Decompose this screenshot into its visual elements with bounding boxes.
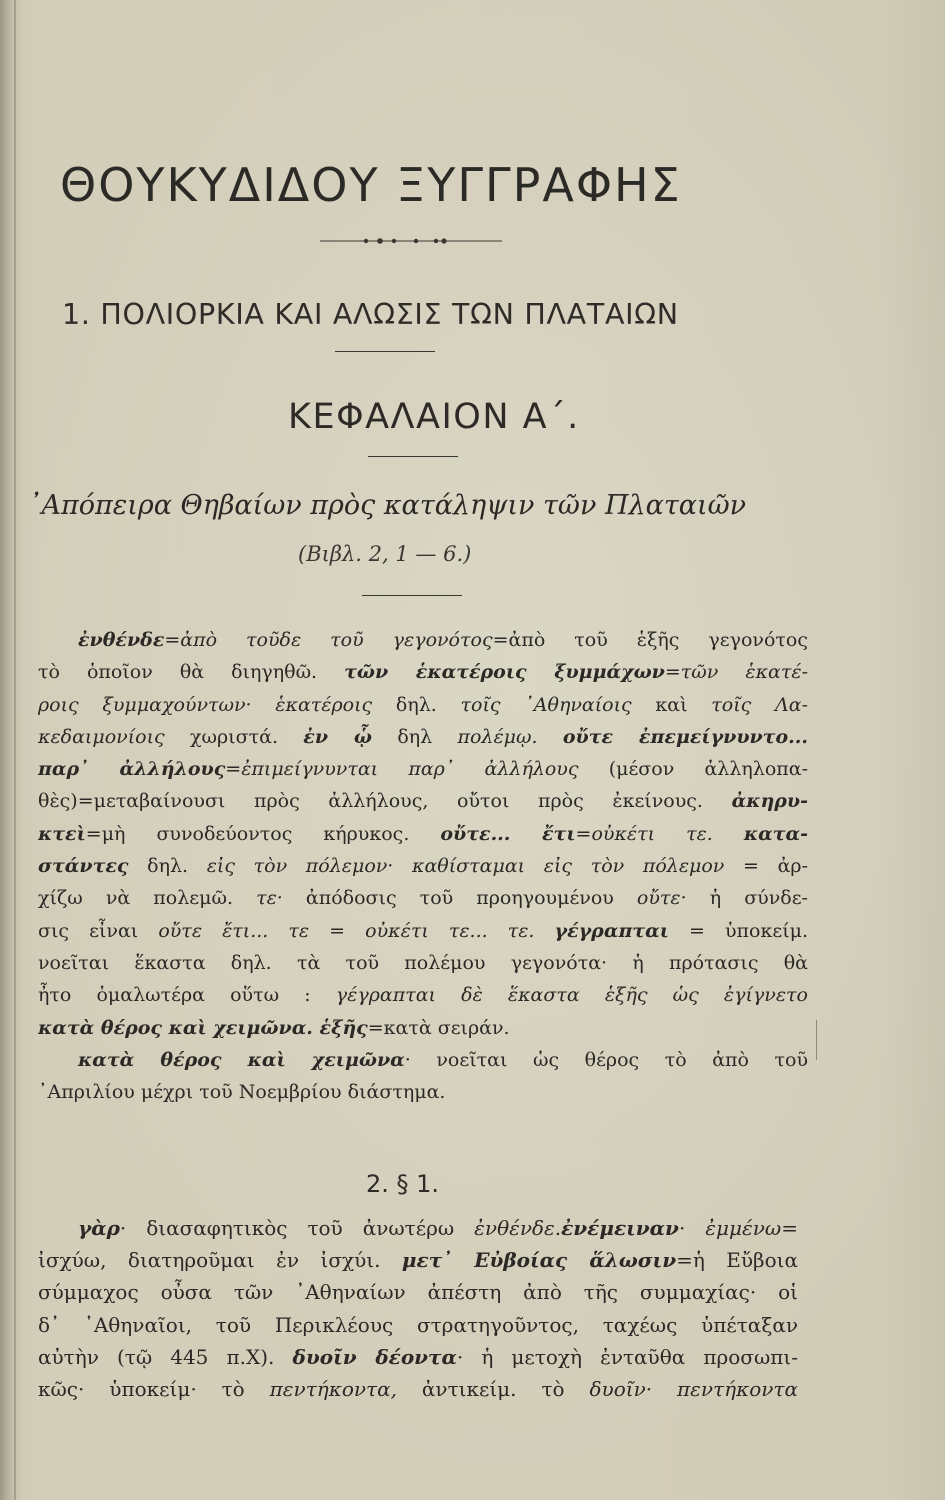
lemma-term: τῶν ἑκατέροις ξυμμάχων — [344, 661, 665, 684]
plain-text: νοεῖται ἕκαστα δηλ. τὰ τοῦ πολέμου γεγονότα· ἡ πρότασις θὰ — [38, 951, 808, 974]
plain-text: ἰσχύω, διατηροῦμαι ἐν ἰσχύι. — [38, 1248, 402, 1273]
lemma-term: γὰρ — [78, 1216, 120, 1240]
italic-text: κεδαιμονίοις — [38, 725, 165, 748]
plain-text: σις εἶναι — [38, 919, 159, 942]
text-line — [38, 850, 808, 882]
italic-text: οὔτε· — [636, 887, 687, 910]
chapter-heading: 1. ΠΟΛΙΟΡΚΙΑ ΚΑΙ ΑΛΩΣΙΣ ΤΩΝ ΠΛΑΤΑΙΩΝ — [62, 298, 679, 331]
text-line — [38, 1044, 808, 1076]
lemma-term: ἐνθένδε — [78, 629, 165, 651]
italic-text: =τῶν ἑκατέ- — [664, 661, 808, 684]
italic-text: ροις ξυμμαχούντων· ἑκατέροις — [38, 693, 373, 716]
text-line — [38, 915, 808, 947]
italic-text: ἐνθένδε. — [474, 1216, 562, 1240]
text-line — [38, 1309, 798, 1341]
lemma-term: κατὰ θέρος καὶ χειμῶνα — [78, 1048, 405, 1071]
plain-text: ᾿Απριλίου μέχρι τοῦ Νοεμβρίου διάστημα. — [38, 1081, 446, 1104]
section-heading: ΚΕΦΑΛΑΙΟΝ Α΄. — [288, 397, 580, 437]
italic-text: =ἐπιμείγνυνται παρ᾿ ἀλλήλους — [225, 758, 579, 781]
text-line — [38, 721, 808, 753]
italic-text: εἰς τὸν πόλεμον· καθίσταμαι εἰς τὸν πόλεμον — [206, 855, 725, 878]
plain-text: θὲς)=μεταβαίνουσι πρὸς ἀλλήλους, οὔτοι πρὸς ἐκείνους. — [38, 790, 732, 813]
plain-text: = — [309, 919, 366, 942]
text-line — [38, 753, 808, 785]
text-line — [38, 624, 808, 656]
text-line — [38, 979, 808, 1011]
lemma-term: ἐν ᾧ — [303, 725, 373, 748]
plain-text: (μέσον ἀλληλοπα- — [578, 758, 808, 781]
italic-text: τε· — [256, 887, 283, 910]
plain-text: · διασαφητικὸς τοῦ ἀνωτέρω — [119, 1216, 475, 1240]
italic-text: · ἐμμένω — [678, 1216, 782, 1240]
italic-text: =ἀπὸ τοῦδε τοῦ γεγονότος — [164, 629, 493, 651]
plain-text: χωριστά. — [164, 725, 304, 748]
text-line — [38, 656, 808, 688]
plain-text: · νοεῖται ὡς θέρος τὸ ἀπὸ τοῦ — [404, 1048, 808, 1071]
text-line — [38, 818, 808, 850]
text-line — [38, 1276, 798, 1308]
page-spine-shadow — [0, 0, 22, 1500]
plain-text: τὸ ὁποῖον θὰ διηγηθῶ. — [38, 661, 345, 684]
plain-text: αὐτὴν (τῷ 445 π.Χ). — [38, 1344, 293, 1369]
plain-text: δ᾿ ᾿Αθηναῖοι, τοῦ Περικλέους στρατηγοῦντος, ταχέως ὑπέταξαν — [38, 1312, 798, 1337]
text-line — [38, 1373, 798, 1405]
chapter-divider — [335, 351, 435, 352]
lemma-term: οὔτε ἐπεμείγνυντο... — [562, 725, 808, 748]
text-line — [38, 1076, 808, 1108]
text-line — [38, 785, 808, 817]
italic-text: γέγραπται δὲ ἕκαστα ἑξῆς ὡς ἐγίγνετο — [335, 984, 808, 1007]
commentary-block-1 — [38, 624, 808, 1108]
lemma-term: μετ᾿ Εὐβοίας ἅλωσιν — [401, 1248, 677, 1273]
text-line — [38, 1212, 798, 1244]
lemma-term: κατὰ θέρος καὶ χειμῶνα. ἑξῆς — [38, 1016, 368, 1039]
italic-text: τοῖς ᾿Αθηναίοις — [460, 693, 632, 716]
plain-text: ἀντικείμ. τὸ — [396, 1376, 590, 1401]
margin-mark — [816, 1020, 817, 1060]
text-line — [38, 1341, 798, 1373]
plain-text: δηλ. — [372, 693, 461, 716]
plain-text: =κατὰ σειράν. — [367, 1016, 510, 1039]
lemma-term: ἐνέμειναν — [561, 1216, 679, 1240]
section-divider — [368, 456, 458, 457]
lemma-term: στάντες — [38, 855, 129, 878]
plain-text: καὶ — [631, 693, 712, 716]
lemma-term: κατα- — [743, 822, 808, 845]
plain-text: ἡ σύνδε- — [686, 887, 808, 910]
plain-text: ἀπόδοσις τοῦ προηγουμένου — [282, 887, 637, 910]
lemma-term: γέγραπται — [554, 919, 669, 942]
lemma-term: οὔτε... ἔτι — [440, 822, 576, 845]
title-ornament-rule — [320, 236, 502, 246]
lemma-term: κτεὶ — [38, 822, 86, 845]
italic-text: πεντήκοντα, — [269, 1376, 397, 1401]
plain-text: δηλ — [372, 725, 458, 748]
italic-text: πολέμῳ. — [457, 725, 563, 748]
italic-text: οὐκέτι τε... τε. — [365, 919, 555, 942]
lemma-term: δυοῖν δέοντα — [292, 1344, 457, 1369]
text-line — [38, 947, 808, 979]
plain-text: κῶς· ὑποκείμ· τὸ — [38, 1376, 270, 1401]
italic-text: =οὐκέτι τε. — [575, 822, 744, 845]
text-line — [38, 882, 808, 914]
plain-text: χίζω νὰ πολεμῶ. — [38, 887, 257, 910]
page-title: ΘΟΥΚΥΔΙΔΟΥ ΞΥΓΓΡΑΦΗΣ — [60, 158, 682, 212]
italic-text: τοῖς Λα- — [711, 693, 808, 716]
book-reference: (Βιβλ. 2, 1 — 6.) — [298, 542, 472, 566]
italic-text: οὔτε ἔτι... τε — [158, 919, 310, 942]
plain-text: =μὴ συνοδεύοντος κήρυκος. — [85, 822, 441, 845]
text-line — [38, 1244, 798, 1276]
plain-text: σύμμαχος οὖσα τῶν ᾿Αθηναίων ἀπέστη ἀπὸ τῆς συμμαχίας· οἱ — [38, 1280, 798, 1305]
lemma-term: ἀκηρυ- — [731, 790, 808, 813]
text-line — [38, 1012, 808, 1044]
section-2-heading: 2. § 1. — [366, 1170, 440, 1198]
reference-divider — [362, 595, 462, 596]
plain-text: =ἀπὸ τοῦ ἑξῆς γεγονότος — [492, 629, 808, 651]
page-spine-line — [14, 0, 16, 1500]
lemma-term: παρ᾿ ἀλλήλους — [38, 758, 226, 781]
chapter-subtitle: ᾿Απόπειρα Θηβαίων πρὸς κατάληψιν τῶν Πλαταιῶν — [28, 490, 747, 521]
plain-text: = ὑποκείμ. — [668, 919, 808, 942]
plain-text: = — [781, 1216, 798, 1240]
text-line — [38, 689, 808, 721]
plain-text: = ἀρ- — [724, 855, 808, 878]
commentary-block-2 — [38, 1212, 798, 1405]
italic-text: δυοῖν· πεντήκοντα — [589, 1376, 798, 1401]
plain-text: ἦτο ὁμαλωτέρα οὕτω : — [38, 984, 336, 1007]
plain-text: δηλ. — [128, 855, 207, 878]
plain-text: =ἡ Εὔβοια — [676, 1248, 798, 1273]
plain-text: · ἡ μετοχὴ ἐνταῦθα προσωπι- — [456, 1344, 798, 1369]
